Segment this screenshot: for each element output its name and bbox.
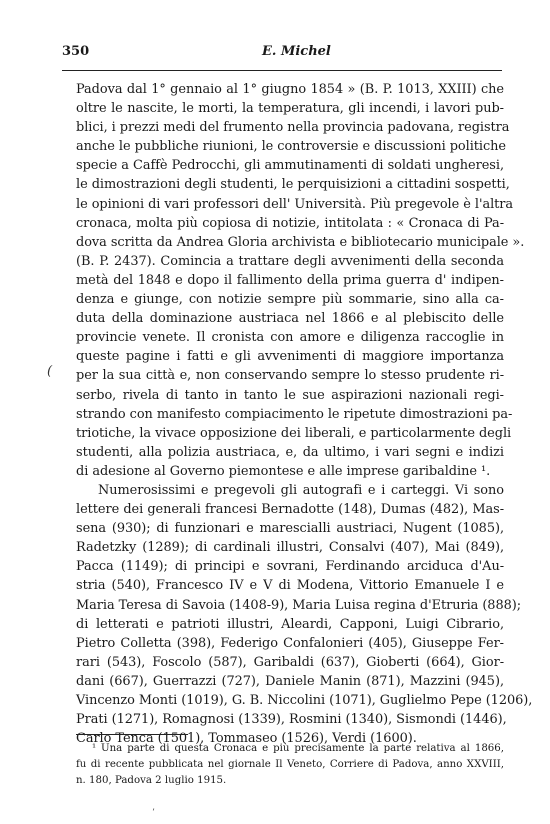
- text-line: le opinioni di vari professori dell' Università. Più pregevole è l'altra: [76, 196, 514, 212]
- text-line: anche le pubbliche riunioni, le controversie e discussioni politiche: [76, 139, 506, 155]
- text-line: lettere dei generali francesi Bernadotte (148), Dumas (482), Mas-: [76, 502, 504, 518]
- text-line: Numerosissimi e pregevoli gli autografi e i carteggi. Vi sono: [98, 482, 504, 498]
- footnote-rule: [76, 734, 188, 735]
- text-line: Maria Teresa di Savoia (1408-9), Maria Luisa regina d'Etruria (888);: [76, 597, 522, 613]
- body-text: [76, 80, 533, 748]
- text-line: Pietro Colletta (398), Federigo Confalonieri (405), Giuseppe Fer-: [76, 635, 504, 651]
- footnote-line: ¹ Una parte di questa Cronaca e più precisamente la parte relativa al 1866,: [92, 743, 504, 754]
- text-line: rari (543), Foscolo (587), Garibaldi (637), Gioberti (664), Gior-: [76, 654, 504, 670]
- text-line: dani (667), Guerrazzi (727), Daniele Manin (871), Mazzini (945),: [76, 673, 504, 689]
- text-line: stria (540), Francesco IV e V di Modena, Vittorio Emanuele I e: [76, 578, 504, 594]
- footnote-line: fu di recente pubblicata nel giornale Il Veneto, Corriere di Padova, anno XXVIII,: [76, 759, 504, 770]
- text-line: le dimostrazioni degli studenti, le perquisizioni a cittadini sospetti,: [76, 177, 510, 193]
- text-line: Prati (1271), Romagnosi (1339), Rosmini (1340), Sismondi (1446),: [76, 712, 507, 728]
- text-line: studenti, alla polizia austriaca, e, da ultimo, i vari segni e indizi: [76, 444, 504, 460]
- text-line: sena (930); di funzionari e marescialli austriaci, Nugent (1085),: [76, 521, 504, 537]
- text-line: triotiche, la vivace opposizione dei liberali, e particolarmente degli: [76, 425, 512, 441]
- text-line: Carlo Tenca (1501), Tommaseo (1526), Verdi (1600).: [76, 731, 417, 747]
- header-rule: [62, 70, 502, 71]
- margin-pencil-mark: (: [47, 364, 53, 379]
- text-line: Pacca (1149); di principi e sovrani, Ferdinando arciduca d'Au-: [76, 559, 504, 575]
- text-line: Vincenzo Monti (1019), G. B. Niccolini (1071), Guglielmo Pepe (1206),: [76, 693, 533, 708]
- text-line: metà del 1848 e dopo il fallimento della prima guerra d' indipen-: [76, 272, 504, 288]
- text-line: provincie venete. Il cronista con amore e diligenza raccoglie in: [76, 330, 504, 346]
- text-line: cronaca, molta più copiosa di notizie, intitolata : « Cronaca di Pa-: [76, 215, 504, 231]
- text-line: oltre le nascite, le morti, la temperatura, gli incendi, i lavori pub-: [76, 101, 504, 117]
- footnote-line: n. 180, Padova 2 luglio 1915.: [76, 775, 227, 786]
- text-line: (B. P. 2437). Comincia a trattare degli avvenimenti della seconda: [76, 253, 504, 269]
- bottom-ink-mark: ʼ: [152, 808, 155, 817]
- text-line: specie a Caffè Pedrocchi, gli ammutinamenti di soldati ungheresi,: [76, 158, 504, 174]
- text-line: Padova dal 1° gennaio al 1° giugno 1854 » (B. P. 1013, XXIII) che: [76, 82, 504, 97]
- text-line: blici, i prezzi medi del frumento nella provincia padovana, registra: [76, 120, 510, 136]
- running-head: E. Michel: [262, 44, 331, 59]
- page-number: 350: [62, 44, 90, 59]
- text-line: di adesione al Governo piemontese e alle imprese garibaldine ¹.: [76, 463, 491, 479]
- text-line: dova scritta da Andrea Gloria archivista e bibliotecario municipale ».: [76, 234, 525, 250]
- text-line: queste pagine i fatti e gli avvenimenti di maggiore importanza: [76, 349, 504, 365]
- text-line: denza e giunge, con notizie sempre più sommarie, sino alla ca-: [76, 292, 504, 308]
- text-line: per la sua città e, non conservando sempre lo stesso prudente ri-: [76, 368, 504, 384]
- text-line: strando con manifesto compiacimento le ripetute dimostrazioni pa-: [76, 406, 513, 422]
- text-line: di letterati e patrioti illustri, Aleardi, Capponi, Luigi Cibrario,: [76, 616, 504, 632]
- text-line: duta della dominazione austriaca nel 1866 e al plebiscito delle: [76, 311, 504, 327]
- text-line: Radetzky (1289); di cardinali illustri, Consalvi (407), Mai (849),: [76, 540, 504, 556]
- text-line: serbo, rivela di tanto in tanto le sue aspirazioni nazionali regi-: [76, 387, 504, 403]
- footnote: [76, 741, 504, 789]
